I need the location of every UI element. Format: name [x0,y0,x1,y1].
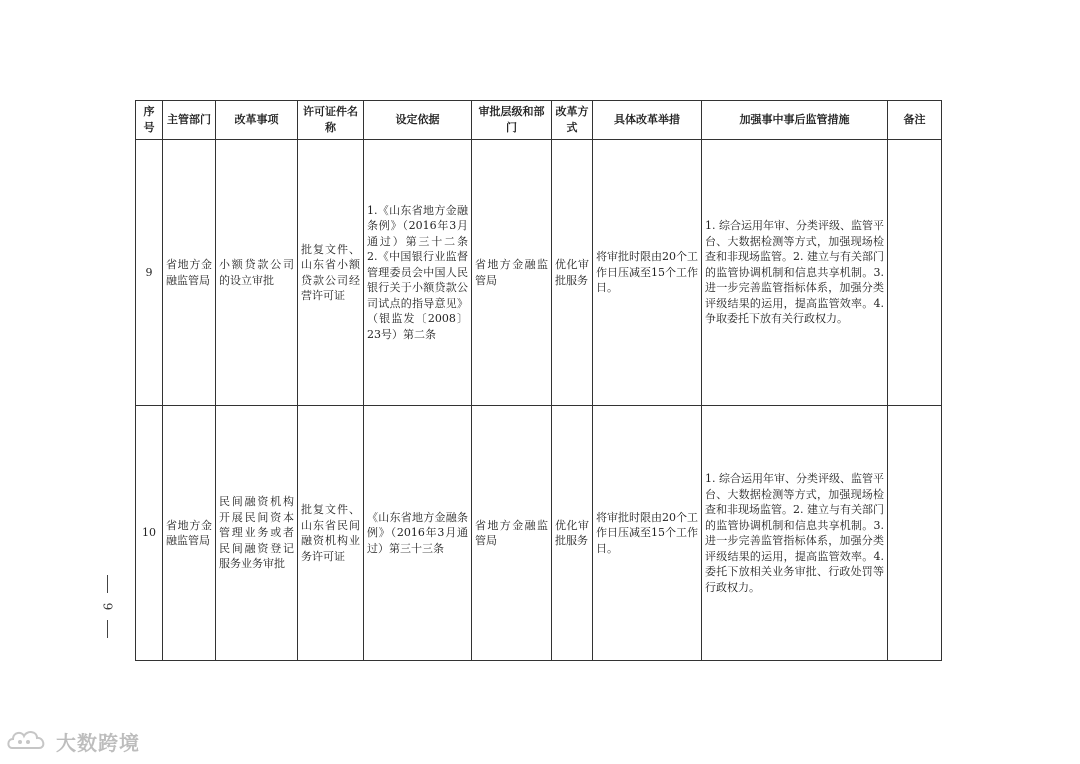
header-level: 审批层级和部门 [472,101,552,140]
cell-dept: 省地方金融监管局 [163,140,216,406]
header-no: 序号 [136,101,163,140]
cell-no: 9 [136,140,163,406]
header-measure: 具体改革举措 [593,101,702,140]
table-header-row [136,101,942,140]
cloud-logo-icon [6,726,52,756]
cell-supervision: 1. 综合运用年审、分类评级、监管平台、大数据检测等方式，加强现场检查和非现场监管。2. 建立与有关部门的监管协调机制和信息共享机制。3. 进一步完善监管指标体系，加强分类评级结果的运用，提高监管效率。4. 争取委托下放有关行政权力。 [702,140,888,406]
table-row [136,140,942,406]
cell-measure: 将审批时限由20个工作日压减至15个工作日。 [593,140,702,406]
cell-license: 批复文件、山东省小额贷款公司经营许可证 [298,140,364,406]
cell-item: 民间融资机构开展民间资本管理业务或者民间融资登记服务业务审批 [216,406,298,661]
header-license: 许可证件名称 [298,101,364,140]
cell-dept: 省地方金融监管局 [163,406,216,661]
page-number: 9 [97,575,117,638]
cell-license: 批复文件、山东省民间融资机构业务许可证 [298,406,364,661]
cell-level: 省地方金融监管局 [472,406,552,661]
header-method: 改革方式 [552,101,593,140]
reform-table [135,100,942,661]
header-item: 改革事项 [216,101,298,140]
cell-basis: 《山东省地方金融条例》（2016年3月通过）第三十三条 [364,406,472,661]
cell-no: 10 [136,406,163,661]
table-row [136,406,942,661]
watermark-text: 大数跨境 [56,730,140,755]
cell-item: 小额贷款公司的设立审批 [216,140,298,406]
cell-method: 优化审批服务 [552,140,593,406]
cell-supervision: 1. 综合运用年审、分类评级、监管平台、大数据检测等方式，加强现场检查和非现场监管。2. 建立与有关部门的监管协调机制和信息共享机制。3. 进一步完善监管指标体系，加强分类评级结果的运用，提高监管效率。4. 委托下放相关业务审批、行政处罚等行政权力。 [702,406,888,661]
header-supervision: 加强事中事后监管措施 [702,101,888,140]
watermark [6,726,140,756]
cell-method: 优化审批服务 [552,406,593,661]
cell-level: 省地方金融监管局 [472,140,552,406]
header-dept: 主管部门 [163,101,216,140]
cell-note [888,140,942,406]
cell-measure: 将审批时限由20个工作日压减至15个工作日。 [593,406,702,661]
cell-basis: 1.《山东省地方金融条例》（2016年3月通过）第三十二条 2.《中国银行业监督管理委员会中国人民银行关于小额贷款公司试点的指导意见》（银监发〔2008〕23号）第二条 [364,140,472,406]
header-note: 备注 [888,101,942,140]
cell-note [888,406,942,661]
header-basis: 设定依据 [364,101,472,140]
